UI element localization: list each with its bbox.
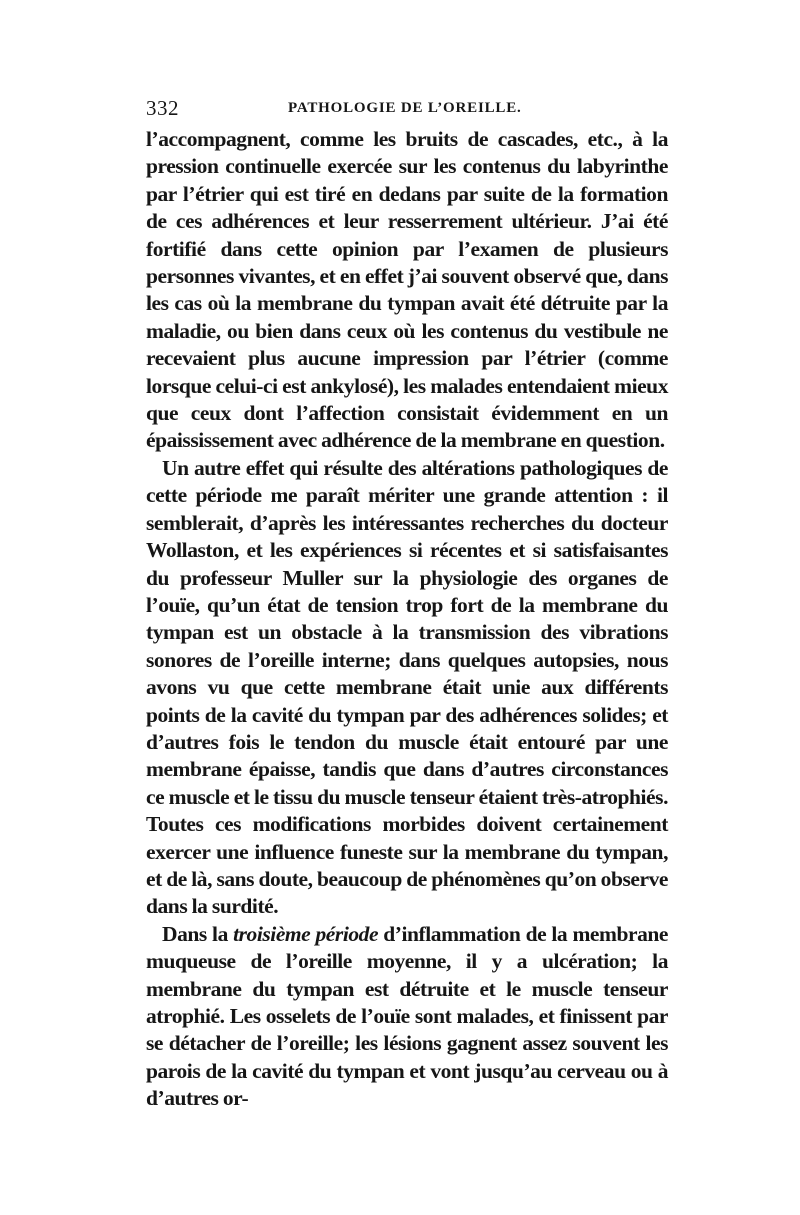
book-page (146, 96, 668, 1113)
page-header (146, 96, 668, 126)
emphasized-term: troisième période (233, 921, 379, 946)
paragraph-3-lead: Dans la (162, 921, 234, 946)
paragraph-1: l’accompagnent, comme les bruits de cascades, etc., à la pression continuelle exercée sur les contenus du labyrinthe par l’étrier qui est tiré en dedans par suite de la formation de ces adhérences et leur resserrement ultérieur. J’ai été fortifié dans cette opinion par l’examen de plusieurs personnes vivantes, et en effet j’ai souvent observé que, dans les cas où la membrane du tympan avait été détruite par la maladie, ou bien dans ceux où les contenus du vestibule ne recevaient plus aucune impression par l’étrier (comme lorsque celui-ci est ankylosé), les malades entendaient mieux que ceux dont l’affection consistait évidemment en un épaississement avec adhérence de la membrane en question. (146, 127, 668, 453)
paragraph-3-rest: d’inflammation de la membrane muqueuse de l’oreille moyenne, il y a ulcération; la membrane du tympan est détruite et le muscle tenseur atrophié. Les osselets de l’ouïe sont malades, et finissent par se détacher de l’oreille; les lésions gagnent assez souvent les parois de la cavité du tympan et vont jusqu’au cerveau ou à d’autres or- (146, 921, 668, 1111)
body-text (146, 126, 668, 1113)
paragraph-3 (146, 921, 668, 1113)
paragraph-2: Un autre effet qui résulte des altérations pathologiques de cette période me paraît mériter une grande attention : il semblerait, d’après les intéressantes recherches du docteur Wollaston, et les expériences si récentes et si satisfaisantes du professeur Muller sur la physiologie des organes de l’ouïe, qu’un état de tension trop fort de la membrane du tympan est un obstacle à la transmission des vibrations sonores de l’oreille interne; dans quelques autopsies, nous avons vu que cette membrane était unie aux différents points de la cavité du tympan par des adhérences solides; et d’autres fois le tendon du muscle était entouré par une membrane épaisse, tandis que dans d’autres circonstances ce muscle et le tissu du muscle tenseur étaient très-atrophiés. Toutes ces modifications morbides doivent certainement exercer une influence funeste sur la membrane du tympan, et de là, sans doute, beaucoup de phénomènes qu’on observe dans la surdité. (146, 455, 668, 919)
page-number: 332 (146, 96, 179, 120)
running-title: PATHOLOGIE DE L’OREILLE. (288, 100, 522, 116)
